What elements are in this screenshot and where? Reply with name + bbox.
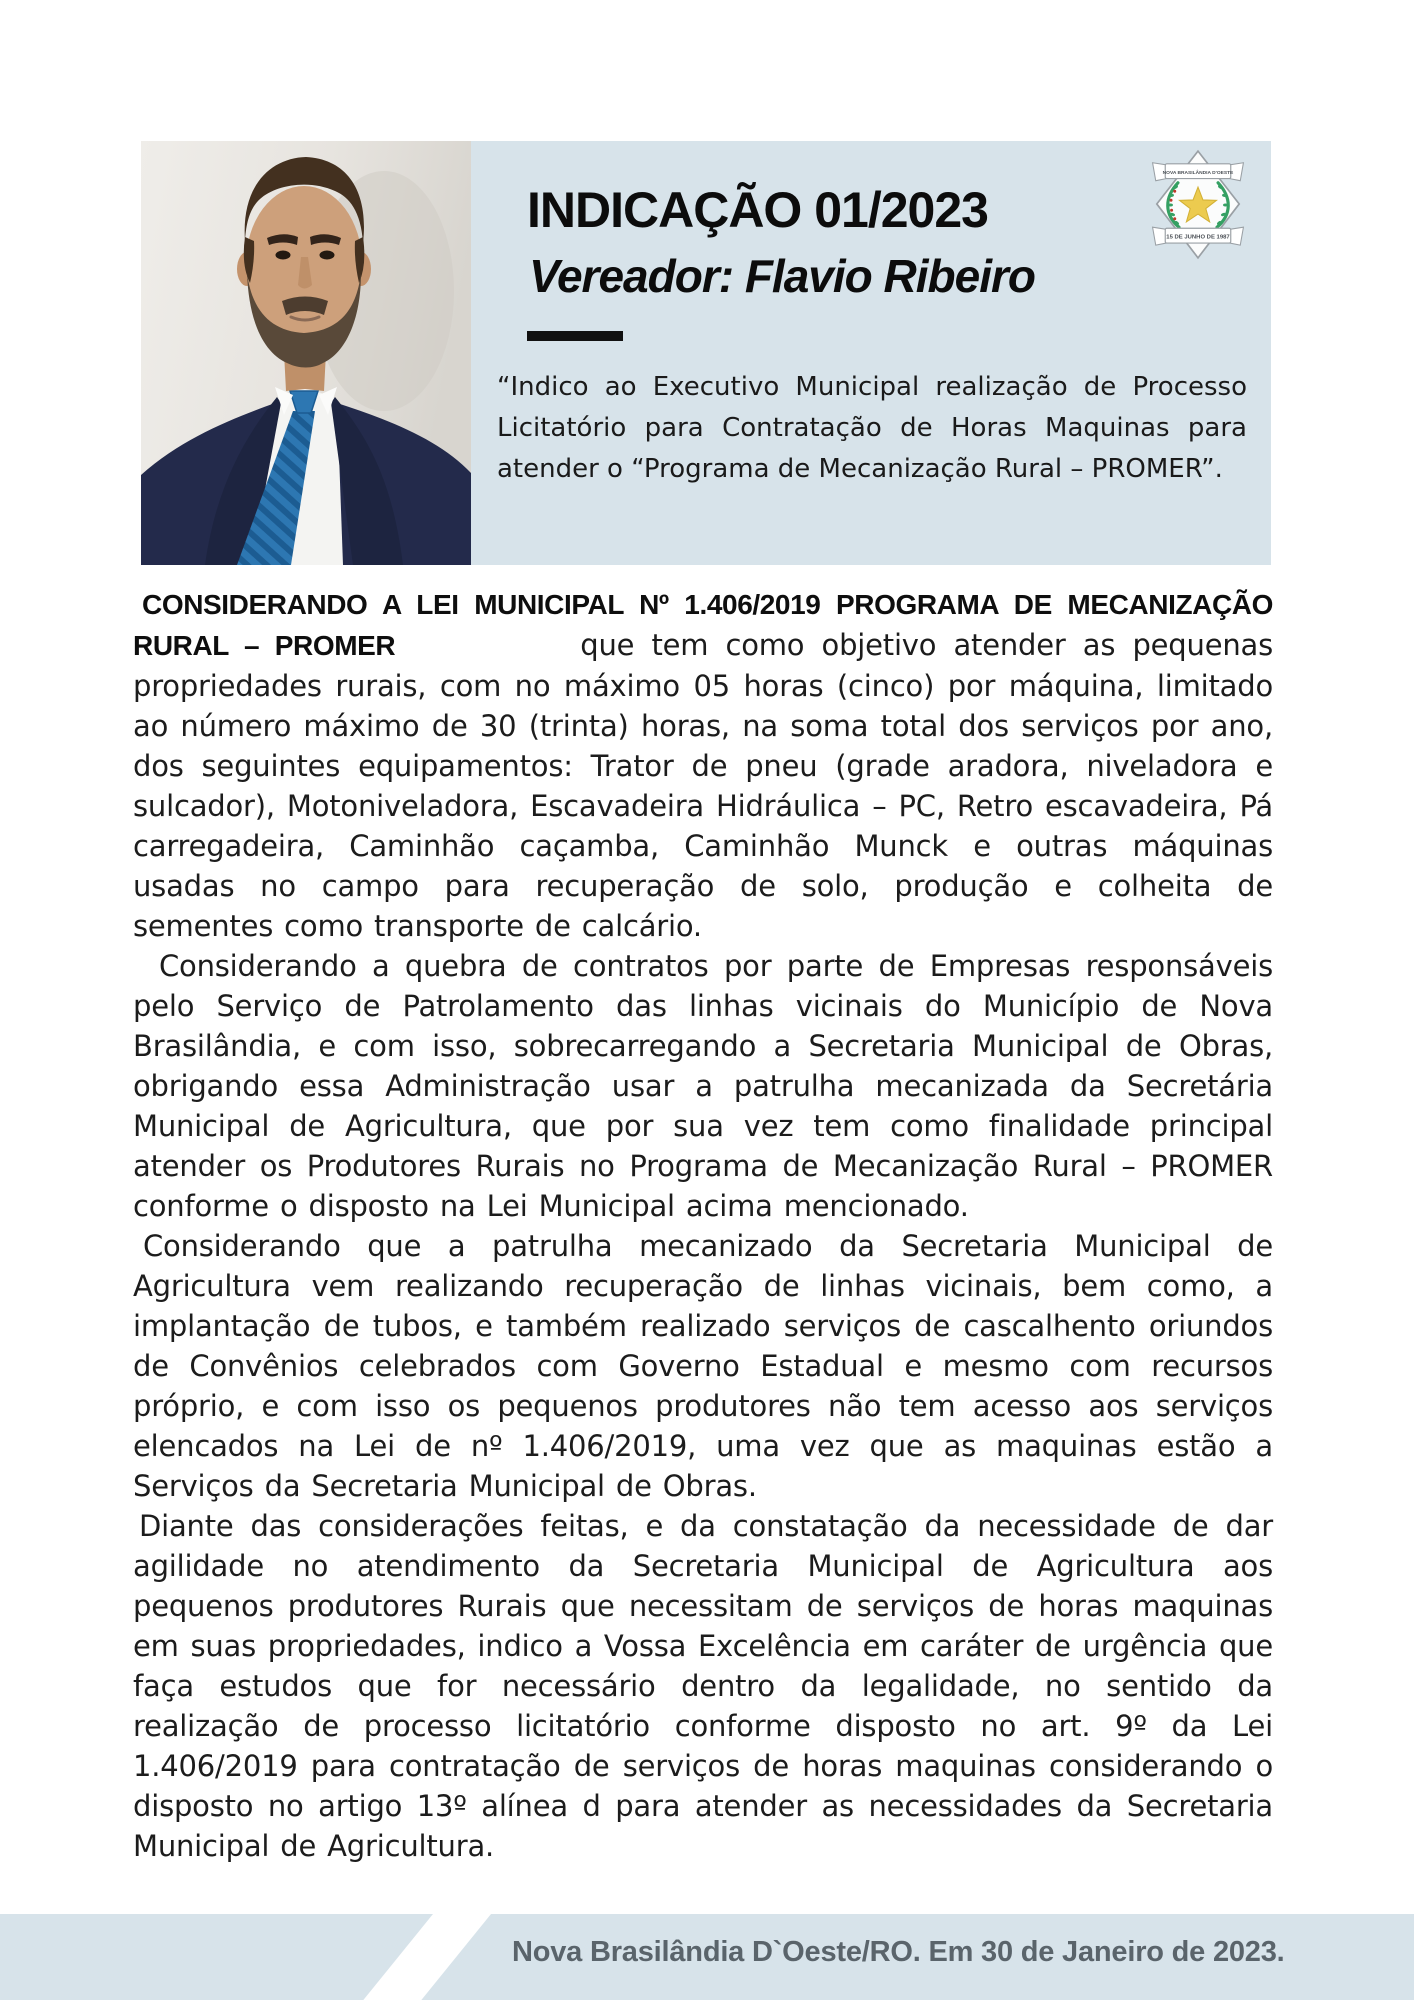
portrait-illustration (141, 141, 471, 565)
paragraph-patrulha-mecanizada (133, 1226, 1273, 1506)
footer-band (0, 1914, 1414, 2000)
svg-text:NOVA BRASILÂNDIA D'OESTE: NOVA BRASILÂNDIA D'OESTE (1162, 170, 1234, 176)
title-underline (527, 331, 623, 341)
paragraph-text: Considerando que a patrulha mecanizado da Secretaria Municipal de Agricultura vem realizando recuperação de linhas vicinais, bem como, a implantação de tubos, e também realizado serviços de cascalhento oriundos de Convênios celebrados com Governo Estadual e mesmo com recursos próprio, e com isso os pequenos produtores não tem acesso aos serviços elencados na Lei de nº 1.406/2019, uma vez que as maquinas estão a Serviços da Secretaria Municipal de Obras. (133, 1229, 1273, 1503)
paragraph-text: que tem como objetivo atender as pequenas propriedades rurais, com no máximo 05 horas (cinco) por máquina, limitado ao número máximo de 30 (trinta) horas, na soma total dos serviços por ano, dos seguintes equipamentos: Trator de pneu (grade aradora, niveladora e sulcador), Motoniveladora, Escavadeira Hidráulica – PC, Retro escavadeira, Pá carregadeira, Caminhão caçamba, Caminhão Munck e outras máquinas usadas no campo para recuperação de solo, produção e colheita de sementes como transporte de calcário. (133, 628, 1273, 943)
document-body (133, 584, 1273, 1866)
seal-bottom-banner (1153, 227, 1244, 245)
page-title: INDICAÇÃO 01/2023 (527, 182, 988, 238)
official-portrait-photo (141, 141, 471, 565)
paragraph-conclusao (133, 1506, 1273, 1866)
considerando-lead: CONSIDERANDO A LEI MUNICIPAL Nº 1.406/2019 PROGRAMA DE MECANIZAÇÃO RURAL – PROMER (133, 589, 1273, 661)
svg-text:15 DE JUNHO DE 1987: 15 DE JUNHO DE 1987 (1166, 234, 1230, 241)
footer-date-line: Nova Brasilândia D`Oeste/RO. Em 30 de Janeiro de 2023. (512, 1936, 1285, 1968)
paragraph-text: Considerando a quebra de contratos por parte de Empresas responsáveis pelo Serviço de Patrolamento das linhas vicinais do Município de Nova Brasilândia, e com isso, sobrecarregando a Secretaria Municipal de Obras, obrigando essa Administração usar a patrulha mecanizada da Secretária Municipal de Agricultura, que por sua vez tem como finalidade principal atender os Produtores Rurais no Programa de Mecanização Rural – PROMER conforme o disposto na Lei Municipal acima mencionado. (133, 949, 1273, 1223)
header-panel (471, 141, 1271, 565)
paragraph-text: Diante das considerações feitas, e da constatação da necessidade de dar agilidade no atendimento da Secretaria Municipal de Agricultura aos pequenos produtores Rurais que necessitam de serviços de horas maquinas em suas propriedades, indico a Vossa Excelência em caráter de urgência que faça estudos que for necessário dentro da legalidade, no sentido da realização de processo licitatório conforme disposto no art. 9º da Lei 1.406/2019 para contratação de serviços de horas maquinas considerando o disposto no artigo 13º alínea d para atender as necessidades da Secretaria Municipal de Agricultura. (133, 1509, 1273, 1863)
paragraph-considerando-lei (133, 584, 1273, 946)
municipal-seal-icon (1145, 149, 1251, 261)
seal-top-banner (1153, 163, 1244, 181)
footer-diagonal-slash (363, 1914, 491, 2000)
paragraph-quebra-contratos (133, 946, 1273, 1226)
page-subtitle: Vereador: Flavio Ribeiro (529, 250, 1035, 302)
quote-text: “Indico ao Executivo Municipal realização de Processo Licitatório para Contratação de Horas Maquinas para atender o “Programa de Mecanização Rural – PROMER”. (497, 372, 1247, 484)
